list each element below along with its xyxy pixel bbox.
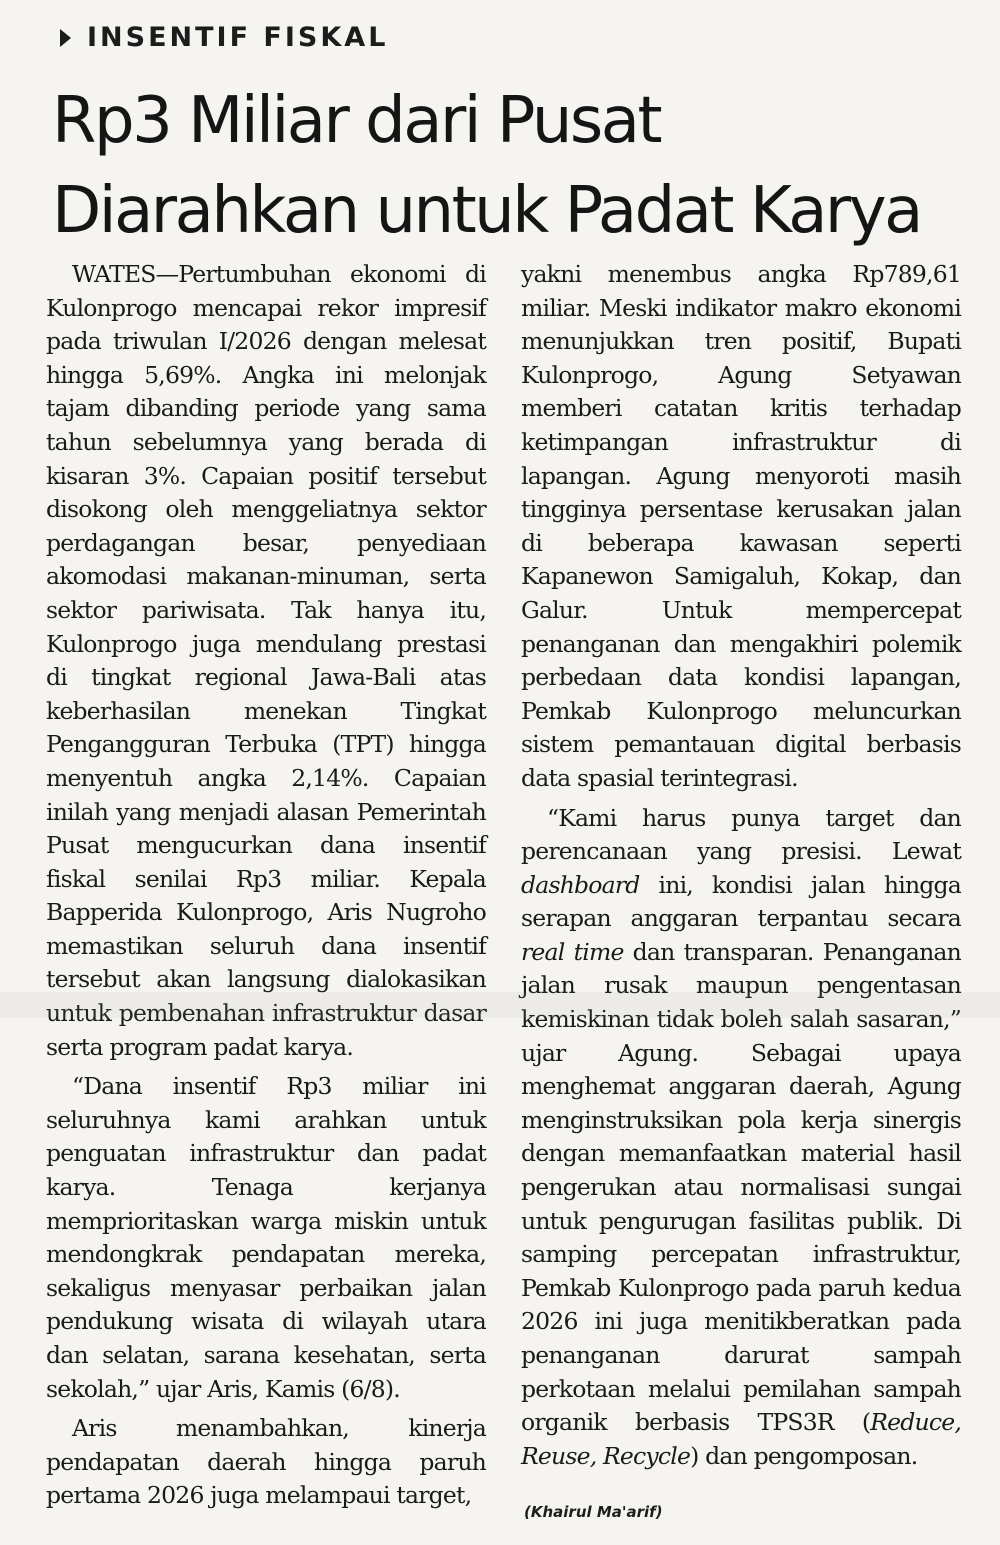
article-column-right — [521, 258, 961, 1473]
headline — [52, 76, 982, 256]
paragraph-1: WATES—Pertumbuhan ekonomi di Kulonprogo mencapai rekor impresif pada triwulan I/2026 dengan melesat hingga 5,69%. Angka ini melonjak tajam dibanding periode yang sama tahun sebelumnya yang berada di kisaran 3%. Capaian positif tersebut disokong oleh menggeliatnya sektor perdagangan besar, penyediaan akomodasi makanan-minuman, serta sektor pariwisata. Tak hanya itu, Kulonprogo juga mendulang prestasi di tingkat regional Jawa-Bali atas keberhasilan menekan Tingkat Pengangguran Terbuka (TPT) hingga menyentuh angka 2,14%. Capaian inilah yang menjadi alasan Pemerintah Pusat mengucurkan dana insentif fiskal senilai Rp3 miliar. Kepala Bapperida Kulonprogo, Aris Nugroho memastikan seluruh dana insentif tersebut akan langsung dialokasikan untuk pembenahan infrastruktur dasar serta program padat karya. — [46, 260, 486, 1061]
section-kicker — [60, 22, 388, 53]
italic-term: dashboard — [521, 870, 640, 899]
italic-term: real time — [521, 937, 624, 966]
text-run: “Kami harus punya target dan perencanaan yang presisi. Lewat — [521, 803, 961, 866]
triangle-bullet-icon — [60, 29, 71, 47]
paragraph-2: “Dana insentif Rp3 miliar ini seluruhnya kami arahkan untuk penguatan infrastruktur dan padat karya. Tenaga kerjanya memprioritaskan warga miskin untuk mendongkrak pendapatan mereka, sekaligus menyasar perbaikan jalan pendukung wisata di wilayah utara dan selatan, sarana kesehatan, serta sekolah,” ujar Aris, Kamis (6/8). — [46, 1072, 486, 1403]
paragraph-5 — [521, 802, 961, 1474]
article-column-left — [46, 258, 486, 1513]
headline-line-2: Diarahkan untuk Padat Karya — [52, 174, 921, 248]
text-run: dan transparan. Penanganan jalan rusak maupun pengentasan kemiskinan tidak boleh salah sasaran,” ujar Agung. Sebagai upaya menghemat anggaran daerah, Agung menginstruksikan pola kerja sinergis dengan memanfaatkan material hasil pengerukan atau normalisasi sungai untuk pengurugan fasilitas publik. Di samping percepatan infrastruktur, Pemkab Kulonprogo pada paruh kedua 2026 ini juga menitikberatkan pada penanganan darurat sampah perkotaan melalui pemilahan sampah organik berbasis TPS3R ( — [521, 937, 961, 1437]
headline-line-1: Rp3 Miliar dari Pusat — [52, 84, 661, 158]
kicker-label: INSENTIF FISKAL — [87, 22, 389, 53]
italic-term: Reduce, Reuse, Recycle — [521, 1408, 961, 1470]
text-run: ini, kondisi jalan hingga serapan anggaran terpantau secara — [521, 870, 961, 933]
paragraph-3: Aris menambahkan, kinerja pendapatan daerah hingga paruh pertama 2026 juga melampaui target, — [46, 1414, 486, 1510]
text-run: ) dan pengomposan. — [690, 1441, 918, 1470]
paragraph-4: yakni menembus angka Rp789,61 miliar. Meski indikator makro ekonomi menunjukkan tren positif, Bupati Kulonprogo, Agung Setyawan memberi catatan kritis terhadap ketimpangan infrastruktur di lapangan. Agung menyoroti masih tingginya persentase kerusakan jalan di beberapa kawasan seperti Kapanewon Samigaluh, Kokap, dan Galur. Untuk mempercepat penanganan dan mengakhiri polemik perbedaan data kondisi lapangan, Pemkab Kulonprogo meluncurkan sistem pemantauan digital berbasis data spasial terintegrasi. — [521, 260, 961, 792]
author-byline: (Khairul Ma'arif) — [524, 1503, 663, 1521]
